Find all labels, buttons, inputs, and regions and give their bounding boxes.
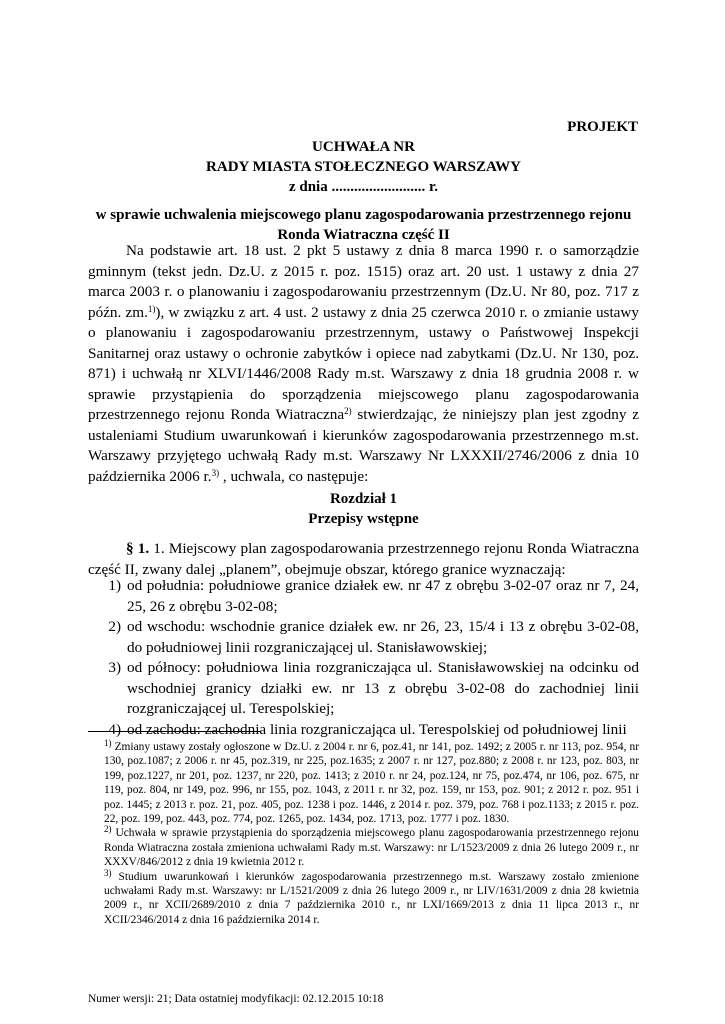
title-line-3: z dnia ......................... r. <box>288 179 439 195</box>
list-item-text: od północy: południowa linia rozgraniczająca ul. Stanisławowskiej na odcinku od wschodniej granicy działki ew. nr 13 z obrębu 3-02-08 do zachodniej linii rozgraniczającej ul. Terespolskiej; <box>127 659 639 717</box>
footnote-marker: 2) <box>104 824 112 835</box>
preamble-text-1: Na podstawie art. 18 ust. 2 pkt 5 ustawy z dnia 8 marca 1990 r. o samorządzie gminnym (tekst jedn. Dz.U. z 2015 r. poz. 1515) oraz art. 20 ust. 1 ustawy z dnia 27 marca 2003 r. o planowaniu i zagospodarowaniu przestrzennym (Dz.U. Nr 80, poz. 717 z późn. zm. <box>88 242 639 321</box>
subject-line-2: Ronda Wiatraczna część II <box>277 227 450 243</box>
version-footer: Numer wersji: 21; Data ostatniej modyfikacji: 02.12.2015 10:18 <box>88 993 384 1005</box>
list-item-number: 4) <box>108 720 121 738</box>
preamble-text-4: , uchwala, co następuje: <box>219 467 369 485</box>
title-line-2: RADY MIASTA STOŁECZNEGO WARSZAWY <box>206 159 521 175</box>
section-1-text: 1. Miejscowy plan zagospodarowania przestrzennego rejonu Ronda Wiatraczna część II, zwany dalej „planem”, obejmuje obszar, którego granice wyznaczają: <box>88 540 639 578</box>
footnote-marker: 3) <box>104 867 112 878</box>
list-item <box>88 576 639 617</box>
chapter-heading <box>88 489 639 529</box>
footnote-marker: 1) <box>104 738 112 748</box>
boundaries-list <box>88 576 639 740</box>
list-item-number: 1) <box>108 577 121 594</box>
list-item <box>88 720 639 741</box>
title-line-1: UCHWAŁA NR <box>312 139 415 155</box>
preamble-text-3: stwierdzając, że niniejszy plan jest zgodny z ustaleniami Studium uwarunkowań i kierunków zagospodarowania przestrzennego m.st. Warszawy przyjętego uchwałą Rady m.st. Warszawy Nr LXXXII/2746/2006 z dnia 10 października 2006 r. <box>88 406 639 485</box>
footnote-ref-3: 3) <box>211 467 220 478</box>
list-item-number: 2) <box>108 618 121 635</box>
footnote-ref-2: 2) <box>344 406 352 416</box>
section-number: § 1. <box>126 540 150 557</box>
footnote-3 <box>104 867 639 928</box>
resolution-subject <box>88 205 639 245</box>
list-item-number: 3) <box>108 659 121 676</box>
chapter-number: Rozdział 1 <box>329 491 398 507</box>
list-item-text: od zachodu: zachodnia linia rozgraniczająca ul. Terespolskiej od południowej linii <box>127 720 627 738</box>
list-item-text: od południa: południowe granice działek ew. nr 47 z obrębu 3-02-07 oraz nr 7, 24, 25, 26 z obrębu 3-02-08; <box>127 577 639 615</box>
list-item <box>88 617 639 658</box>
resolution-title <box>88 137 639 197</box>
footnotes <box>104 740 639 927</box>
footnote-2 <box>104 826 639 869</box>
footnote-ref-1: 1) <box>147 303 156 314</box>
projekt-label: PROJEKT <box>567 119 638 135</box>
footnote-text: Uchwała w sprawie przystąpienia do sporządzenia miejscowego planu zagospodarowania przestrzennego rejonu Ronda Wiatraczna została zmieniona uchwałami Rady m.st. Warszawy: nr L/1523/2009 z dnia 26 lutego 2009 r., nr XXXV/846/2012 z dnia 19 kwietnia 2012 r. <box>104 827 639 869</box>
chapter-title: Przepisy wstępne <box>308 511 419 527</box>
preamble-paragraph <box>88 241 639 487</box>
section-1-paragraph <box>88 539 639 580</box>
list-item <box>88 658 639 720</box>
footnote-text: Zmiany ustawy zostały ogłoszone w Dz.U. z 2004 r. nr 6, poz.41, nr 141, poz. 1492; z 2005 r. nr 113, poz. 954, nr 130, poz.1087; z 2006 r. nr 45, poz.319, nr 225, poz.1635; z 2007 r. nr 127, poz.880; z 2008 r. nr 123, poz. 803, nr 199, poz.1227, nr 201, poz. 1237, nr 220, poz. 1413; z 2010 r. nr 24, poz.124, nr 75, poz.474, nr 106, poz. 675, nr 119, poz. 804, nr 149, poz. 996, nr 155, poz. 1043, z 2011 r. nr 32, poz. 159, nr 153, poz. 901; z 2012 r. poz. 951 i poz. 1445; z 2013 r. poz. 21, poz. 405, poz. 1238 i poz. 1446, z 2014 r. poz. 379, poz. 768 i poz.1133; z 2015 r. poz. 22, poz. 199, poz. 443, poz. 774, poz. 1265, poz. 1434, poz. 1713, poz. 1777 i poz. 1830. <box>104 741 639 826</box>
footnote-1 <box>104 740 639 826</box>
preamble-text-2: ), w związku z art. 4 ust. 2 ustawy z dnia 25 czerwca 2010 r. o zmianie ustawy o planowaniu i zagospodarowaniu przestrzennym, ustawy o Państwowej Inspekcji Sanitarnej oraz ustawy o ochronie zabytków i opiece nad zabytkami (Dz.U. Nr 130, poz. 871) i uchwałą nr XLVI/1446/2008 Rady m.st. Warszawy z dnia 18 grudnia 2008 r. w sprawie przystąpienia do sporządzenia miejscowego planu zagospodarowania przestrzennego rejonu Ronda Wiatraczna <box>88 303 639 423</box>
subject-line-1: w sprawie uchwalenia miejscowego planu zagospodarowania przestrzennego rejonu <box>95 207 632 223</box>
footnote-text: Studium uwarunkowań i kierunków zagospodarowania przestrzennego m.st. Warszawy zostało zmienione uchwałami Rady m.st. Warszawy: nr L/1521/2009 z dnia 26 lutego 2009 r., nr LIV/1631/2009 z dnia 28 kwietnia 2009 r., nr XCII/2689/2010 z dnia 7 października 2010 r., nr LXI/1669/2013 z dnia 11 lipca 2013 r., nr XCII/2346/2014 z dnia 16 października 2014 r. <box>104 870 639 926</box>
list-item-text: od wschodu: wschodnie granice działek ew. nr 26, 23, 15/4 i 13 z obrębu 3-02-08, do południowej linii rozgraniczającej ul. Stanisławowskiej; <box>127 618 639 656</box>
footnote-divider <box>88 731 260 732</box>
